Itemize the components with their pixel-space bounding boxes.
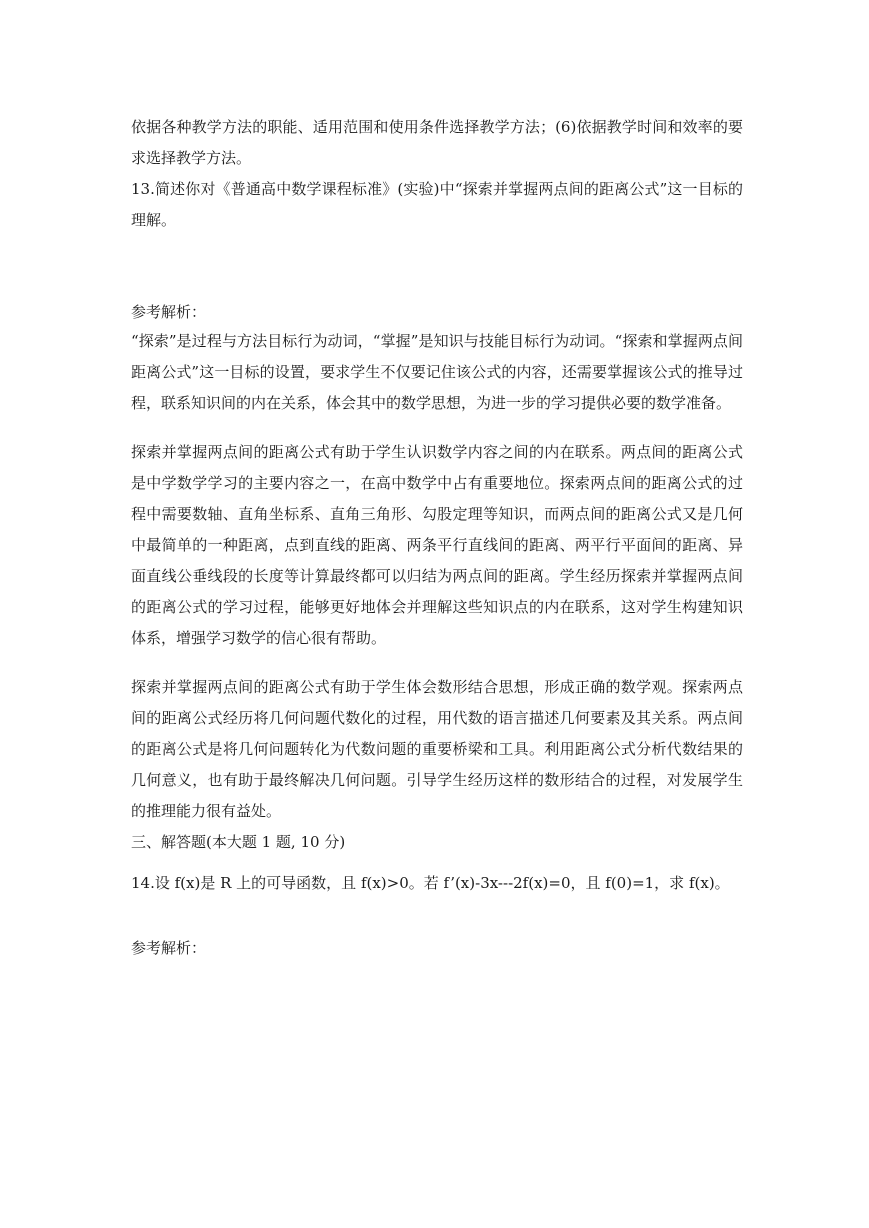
paragraph-continued: 依据各种教学方法的职能、适用范围和使用条件选择教学方法；(6)依据教学时间和效率的要求选择教学方法。 [131,118,743,167]
answer-paragraph-3: 探索并掌握两点间的距离公式有助于学生体会数形结合思想，形成正确的数学观。探索两点间的距离公式经历将几何问题代数化的过程，用代数的语言描述几何要素及其关系。两点间的距离公式是将几何问题转化为代数问题的重要桥梁和工具。利用距离公式分析代数结果的几何意义，也有助于最终解决几何问题。引导学生经历这样的数形结合的过程，对发展学生的推理能力很有益处。 [131,678,743,820]
reference-label-2: 参考解析： [131,939,207,957]
spacer [131,654,743,672]
answer-paragraph-2: 探索并掌握两点间的距离公式有助于学生认识数学内容之间的内在联系。两点间的距离公式是中学数学学习的主要内容之一，在高中数学中占有重要地位。探索两点间的距离公式的过程中需要数轴、直角坐标系、直角三角形、勾股定理等知识，而两点间的距离公式又是几何中最简单的一种距离，点到直线的距离、两条平行直线间的距离、两平行平面间的距离、异面直线公垂线段的长度等计算最终都可以归结为两点间的距离。学生经历探索并掌握两点间的距离公式的学习过程，能够更好地体会并理解这些知识点的内在联系，这对学生构建知识体系，增强学习数学的信心很有帮助。 [131,443,743,647]
spacer [131,858,743,868]
spacer [131,899,743,933]
answer-paragraph-1: “探索”是过程与方法目标行为动词，“掌握”是知识与技能目标行为动词。“探索和掌握两点间距离公式”这一目标的设置，要求学生不仅要记住该公式的内容，还需要掌握该公式的推导过程，联系知识间的内在关系，体会其中的数学思想，为进一步的学习提供必要的数学准备。 [131,332,743,412]
section-heading-3: 三、解答题(本大题 1 题, 10 分) [131,833,346,851]
spacer [131,236,743,298]
document-page [131,112,743,964]
question-14: 14.设 f(x)是 R 上的可导函数，且 f(x)>0。若 f’(x)-3x---2f(x)=0，且 f(0)=1，求 f(x)。 [131,874,730,892]
reference-label-1: 参考解析： [131,303,207,321]
spacer [131,419,743,437]
question-13: 13.简述你对《普通高中数学课程标准》(实验)中“探索并掌握两点间的距离公式”这一目标的理解。 [131,180,743,229]
